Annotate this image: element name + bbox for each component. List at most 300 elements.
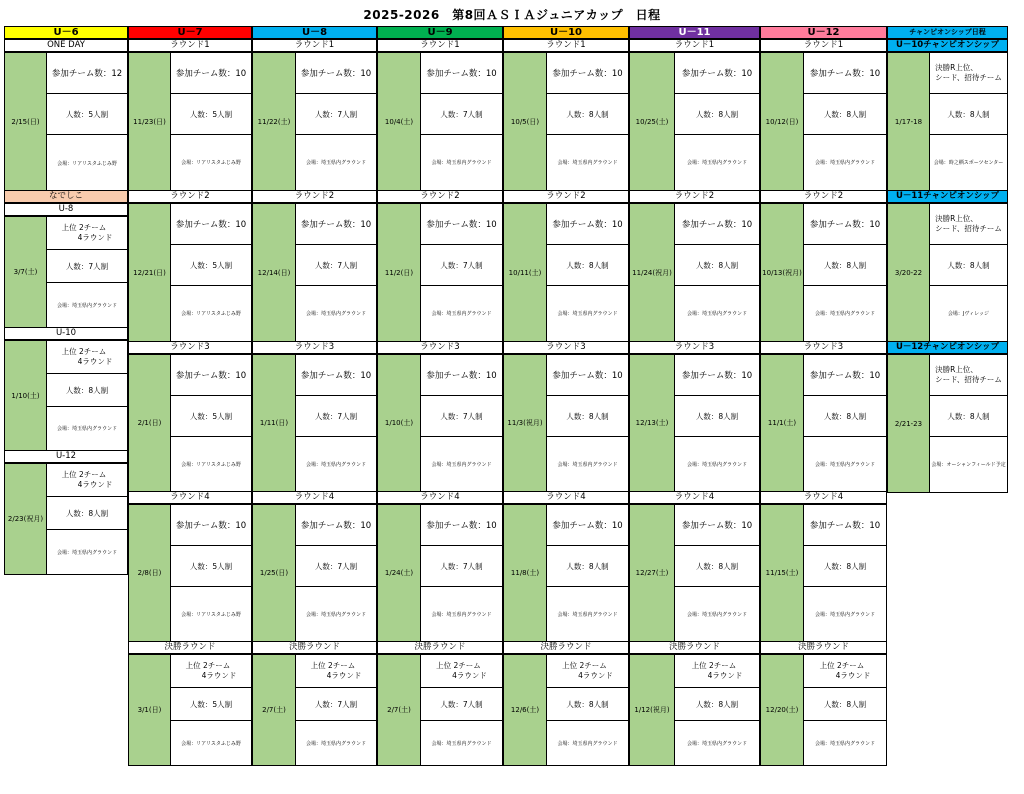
players-cell	[547, 245, 628, 286]
teams-cell	[296, 53, 376, 94]
age-header: U－10	[503, 26, 629, 39]
teams-cell	[675, 355, 759, 396]
text-lines	[186, 661, 237, 681]
line-2: 4ラウンド	[77, 480, 113, 489]
round-label: 決勝ラウンド	[629, 641, 760, 654]
line-1: 上位 2チーム	[310, 661, 356, 670]
players-cell	[47, 374, 127, 407]
players-cell	[171, 688, 251, 721]
cell-text: 参加チーム数：10	[175, 521, 247, 531]
cell-text: 参加チーム数：10	[809, 521, 881, 531]
date-cell: 2/23(祝月)	[5, 464, 47, 574]
round-block	[629, 354, 760, 492]
line-1: 決勝R上位、	[935, 214, 978, 223]
cell-text: 参加チーム数：10	[175, 69, 247, 79]
venue-cell	[421, 135, 502, 190]
date-cell: 11/8(土)	[504, 505, 547, 641]
text-lines	[562, 661, 613, 681]
cell-text: 参加チーム数：10	[426, 69, 497, 79]
line-2: シード、招待チーム	[935, 73, 1002, 82]
teams-cell	[547, 53, 628, 94]
age-header: U－12	[760, 26, 887, 39]
round-block	[760, 504, 887, 642]
round-label: ラウンド1	[629, 39, 760, 52]
cell-text: 参加チーム数：10	[175, 220, 247, 230]
venue-cell	[675, 437, 759, 491]
cell-text: 参加チーム数：10	[681, 69, 753, 79]
cell-text: 人数：5人制	[189, 260, 233, 270]
cell-text: 人数：7人制	[440, 411, 483, 421]
line-1: 決勝R上位、	[935, 365, 978, 374]
cell-text: 会場：埼玉県内グラウンド	[814, 311, 875, 317]
cell-text: 会場：埼玉県内グラウンド	[557, 311, 618, 317]
players-cell	[804, 546, 886, 587]
round-block	[760, 654, 887, 766]
round-block	[503, 354, 629, 492]
cell-text: 会場：埼玉県内グラウンド	[431, 461, 492, 468]
date-cell: 2/7(土)	[253, 655, 296, 765]
date-cell: 1/10(土)	[5, 341, 47, 450]
players-cell	[421, 396, 502, 437]
venue-cell	[171, 135, 251, 190]
players-cell	[296, 396, 376, 437]
nadeshiko-block	[4, 340, 128, 451]
round-label: 決勝ラウンド	[252, 641, 377, 654]
cell-text: 会場：埼玉県内グラウンド	[686, 461, 747, 468]
venue-cell	[47, 135, 127, 191]
venue-cell	[296, 286, 376, 341]
teams-cell	[171, 355, 251, 396]
date-cell: 1/11(日)	[253, 355, 296, 491]
round-block	[128, 504, 252, 642]
cell-text: 参加チーム数：10	[681, 371, 753, 381]
cell-text: 参加チーム数：10	[300, 371, 372, 381]
date-cell: 11/3(祝月)	[504, 355, 547, 491]
players-cell	[171, 396, 251, 437]
line-2: 4ラウンド	[77, 357, 113, 366]
round-label: 決勝ラウンド	[128, 641, 252, 654]
round-label: ラウンド4	[377, 491, 503, 504]
round-label: ラウンド3	[629, 341, 760, 354]
venue-cell	[296, 721, 376, 765]
players-cell	[296, 94, 376, 135]
venue-cell	[804, 721, 886, 765]
cell-text: 参加チーム数：10	[681, 521, 753, 531]
line-1: 上位 2チーム	[691, 661, 737, 670]
round-label: ラウンド3	[128, 341, 252, 354]
venue-cell	[296, 135, 376, 190]
players-cell	[47, 497, 127, 530]
cell-text: 会場：埼玉県内グラウンド	[557, 740, 618, 747]
line-1: 決勝R上位、	[935, 63, 978, 72]
round-label: ラウンド4	[629, 491, 760, 504]
round-label: ラウンド3	[252, 341, 377, 354]
players-cell	[296, 688, 376, 721]
cell-text: 人数：5人制	[189, 699, 233, 709]
teams-cell	[171, 505, 251, 546]
age-header: U－8	[252, 26, 377, 39]
cell-text: 人数：7人制	[314, 411, 358, 421]
round-label: ラウンド1	[128, 39, 252, 52]
cell-text: 会場：リアリスタふじみ野	[181, 311, 241, 317]
cell-text: 参加チーム数：10	[681, 220, 753, 230]
teams-cell	[547, 204, 628, 245]
cell-text: 人数：5人制	[189, 561, 233, 571]
round-block	[629, 654, 760, 766]
text-lines	[436, 661, 487, 681]
teams-cell	[547, 355, 628, 396]
date-cell: 2/21-23	[888, 355, 930, 492]
teams-cell	[421, 355, 502, 396]
line-2: 4ラウンド	[835, 671, 871, 680]
advance-cell	[47, 464, 127, 497]
venue-cell	[547, 437, 628, 491]
round-block	[252, 203, 377, 342]
line-1: 上位 2チーム	[61, 470, 107, 479]
players-cell	[675, 546, 759, 587]
cell-text: 人数：8人制	[566, 561, 609, 571]
round-block	[377, 504, 503, 642]
cell-text: 参加チーム数：10	[426, 521, 497, 531]
advance-cell	[804, 655, 886, 688]
players-cell	[675, 688, 759, 721]
cell-text: 人数：7人制	[440, 699, 483, 709]
cell-text: 会場：埼玉県内グラウンド	[431, 740, 492, 747]
players-cell	[675, 245, 759, 286]
cell-text: 会場：埼玉県内グラウンド	[305, 611, 366, 618]
venue-cell	[547, 286, 628, 341]
round-block	[252, 504, 377, 642]
date-cell: 12/14(日)	[253, 204, 296, 341]
line-2: 4ラウンド	[77, 233, 113, 242]
round-block	[252, 52, 377, 191]
cell-text: 人数：8人制	[947, 109, 990, 119]
date-cell: 1/17-18	[888, 53, 930, 190]
cell-text: 会場：埼玉県内グラウンド	[56, 426, 117, 432]
cell-text: 会場：埼玉県内グラウンド	[557, 611, 618, 618]
cell-text: 会場：埼玉県内グラウンド	[557, 160, 618, 166]
age-header: U－6	[4, 26, 128, 39]
players-cell	[171, 546, 251, 587]
date-cell: 12/6(土)	[504, 655, 547, 765]
age-header: チャンピオンシップ日程	[887, 26, 1008, 39]
round-label: ラウンド2	[760, 190, 887, 203]
cell-text: 会場：埼玉県内グラウンド	[686, 311, 747, 317]
cell-text: 人数：8人制	[823, 699, 867, 709]
championship-label: U－11チャンピオンシップ	[887, 190, 1008, 203]
nadeshiko-group-label: U-10	[4, 327, 128, 340]
cell-text: 参加チーム数：10	[552, 69, 623, 79]
text-lines	[935, 63, 1002, 83]
venue-cell	[421, 721, 502, 765]
cell-text: 参加チーム数：10	[175, 371, 247, 381]
cell-text: 人数：7人制	[65, 261, 109, 271]
venue-cell	[930, 437, 1007, 492]
round-label: ラウンド3	[503, 341, 629, 354]
text-lines	[62, 470, 113, 490]
round-block	[629, 504, 760, 642]
teams-cell	[421, 204, 502, 245]
date-cell: 12/27(土)	[630, 505, 675, 641]
date-cell: 2/7(土)	[378, 655, 421, 765]
championship-block	[887, 354, 1008, 493]
cell-text: 人数：8人制	[695, 260, 739, 270]
teams-cell	[547, 505, 628, 546]
cell-text: 人数：7人制	[440, 260, 483, 270]
round-label: 決勝ラウンド	[760, 641, 887, 654]
round-label: ラウンド1	[760, 39, 887, 52]
date-cell: 3/7(土)	[5, 217, 47, 327]
cell-text: 人数：8人制	[695, 699, 739, 709]
cell-text: 参加チーム数：10	[552, 371, 623, 381]
round-block	[377, 654, 503, 766]
players-cell	[547, 94, 628, 135]
round-block	[760, 203, 887, 342]
text-lines	[935, 214, 1002, 234]
round-block	[629, 203, 760, 342]
players-cell	[421, 546, 502, 587]
cell-text: 人数：8人制	[695, 109, 739, 119]
text-lines	[311, 661, 362, 681]
cell-text: 会場：埼玉県内グラウンド	[686, 740, 747, 747]
cell-text: 人数：5人制	[189, 411, 233, 421]
players-cell	[804, 94, 886, 135]
round-label: ラウンド2	[629, 190, 760, 203]
cell-text: 会場：埼玉県内グラウンド	[431, 611, 492, 618]
round-label: ラウンド2	[252, 190, 377, 203]
date-cell: 1/24(土)	[378, 505, 421, 641]
age-header: U－7	[128, 26, 252, 39]
round-block	[377, 354, 503, 492]
nadeshiko-group-label: U-12	[4, 450, 128, 463]
venue-cell	[804, 437, 886, 491]
date-cell: 11/23(日)	[129, 53, 171, 190]
cell-text: 参加チーム数：10	[809, 220, 881, 230]
players-cell	[296, 546, 376, 587]
cell-text: 会場：リアリスタふじみ野	[181, 611, 241, 618]
line-1: 上位 2チーム	[436, 661, 481, 670]
cell-text: 人数：8人制	[823, 561, 867, 571]
cell-text: 人数：8人制	[947, 260, 990, 270]
players-cell	[421, 245, 502, 286]
cell-text: 会場：埼玉県内グラウンド	[305, 740, 366, 747]
advance-cell	[296, 655, 376, 688]
players-cell	[421, 688, 502, 721]
line-2: 4ラウンド	[707, 671, 743, 680]
players-cell	[930, 396, 1007, 437]
cell-text: 人数：8人制	[566, 109, 609, 119]
date-cell: 3/20-22	[888, 204, 930, 341]
line-2: 4ラウンド	[201, 671, 237, 680]
round-block	[503, 203, 629, 342]
cell-text: 会場：時之栖スポーツセンター	[933, 160, 1004, 166]
date-cell: 11/24(祝月)	[630, 204, 675, 341]
venue-cell	[547, 135, 628, 190]
cell-text: 人数：5人制	[189, 109, 233, 119]
cell-text: 参加チーム数：10	[300, 220, 372, 230]
cell-text: 人数：8人制	[566, 260, 609, 270]
teams-cell	[171, 204, 251, 245]
teams-cell	[47, 53, 127, 94]
venue-cell	[547, 721, 628, 765]
cell-text: 会場：Jヴィレッジ	[947, 311, 990, 317]
text-lines	[62, 223, 113, 243]
cell-text: 会場：埼玉県内グラウンド	[305, 461, 366, 468]
cell-text: 会場：埼玉県内グラウンド	[305, 311, 366, 317]
players-cell	[47, 94, 127, 135]
cell-text: 人数：5人制	[65, 109, 109, 119]
cell-text: 会場：オーシャンフィールド予定	[931, 462, 1006, 468]
qualify-cell	[930, 204, 1007, 245]
cell-text: 人数：7人制	[314, 260, 358, 270]
teams-cell	[804, 204, 886, 245]
championship-block	[887, 52, 1008, 191]
date-cell: 10/11(土)	[504, 204, 547, 341]
round-block	[377, 203, 503, 342]
cell-text: 参加チーム数：10	[300, 69, 372, 79]
cell-text: 人数：8人制	[566, 411, 609, 421]
text-lines	[820, 661, 871, 681]
cell-text: 会場：リアリスタふじみ野	[181, 160, 241, 166]
cell-text: 会場：埼玉県内グラウンド	[557, 461, 618, 468]
line-2: シード、招待チーム	[935, 375, 1002, 384]
championship-label: U－10チャンピオンシップ	[887, 39, 1008, 52]
line-1: 上位 2チーム	[61, 223, 107, 232]
date-cell: 11/1(土)	[761, 355, 804, 491]
cell-text: 会場：埼玉県内グラウンド	[814, 740, 875, 747]
advance-cell	[47, 341, 127, 374]
round-label: ラウンド2	[377, 190, 503, 203]
age-header: U－11	[629, 26, 760, 39]
cell-text: 会場：埼玉県内グラウンド	[814, 461, 875, 468]
round-block	[252, 354, 377, 492]
round-block	[503, 52, 629, 191]
cell-text: 会場：リアリスタふじみ野	[57, 160, 117, 167]
cell-text: 会場：埼玉県内グラウンド	[56, 549, 117, 556]
cell-text: 会場：埼玉県内グラウンド	[56, 302, 117, 309]
teams-cell	[171, 53, 251, 94]
round-block	[128, 52, 252, 191]
advance-cell	[421, 655, 502, 688]
line-1: 上位 2チーム	[185, 661, 231, 670]
round-label: ラウンド4	[760, 491, 887, 504]
round-label: ラウンド3	[377, 341, 503, 354]
date-cell: 2/8(日)	[129, 505, 171, 641]
cell-text: 会場：リアリスタふじみ野	[181, 740, 241, 747]
cell-text: 人数：8人制	[695, 561, 739, 571]
cell-text: 参加チーム数：10	[426, 220, 497, 230]
cell-text: 人数：7人制	[440, 109, 483, 119]
cell-text: 人数：8人制	[823, 411, 867, 421]
round-label: 決勝ラウンド	[377, 641, 503, 654]
line-2: 4ラウンド	[326, 671, 362, 680]
date-cell: 1/10(土)	[378, 355, 421, 491]
round-label: ラウンド4	[503, 491, 629, 504]
advance-cell	[675, 655, 759, 688]
cell-text: 会場：埼玉県内グラウンド	[431, 311, 492, 317]
venue-cell	[296, 437, 376, 491]
round-label: ラウンド2	[128, 190, 252, 203]
line-2: シード、招待チーム	[935, 224, 1002, 233]
venue-cell	[547, 587, 628, 641]
cell-text: 人数：8人制	[823, 109, 867, 119]
line-1: 上位 2チーム	[61, 347, 107, 356]
venue-cell	[421, 587, 502, 641]
players-cell	[47, 250, 127, 283]
cell-text: 人数：8人制	[823, 260, 867, 270]
cell-text: 会場：埼玉県内グラウンド	[305, 160, 366, 166]
teams-cell	[675, 53, 759, 94]
cell-text: 人数：8人制	[947, 411, 990, 421]
cell-text: 人数：7人制	[440, 561, 483, 571]
round-block	[128, 654, 252, 766]
venue-cell	[675, 286, 759, 341]
date-cell: 10/5(日)	[504, 53, 547, 190]
cell-text: 会場：埼玉県内グラウンド	[686, 160, 747, 166]
players-cell	[804, 245, 886, 286]
round-block	[503, 654, 629, 766]
cell-text: 参加チーム数：12	[51, 69, 123, 79]
text-lines	[692, 661, 743, 681]
players-cell	[171, 94, 251, 135]
players-cell	[930, 94, 1007, 135]
venue-cell	[171, 286, 251, 341]
venue-cell	[675, 135, 759, 190]
line-2: 4ラウンド	[578, 671, 613, 680]
cell-text: 参加チーム数：10	[809, 371, 881, 381]
players-cell	[675, 396, 759, 437]
round-block	[760, 52, 887, 191]
date-cell: 10/4(土)	[378, 53, 421, 190]
cell-text: 会場：リアリスタふじみ野	[181, 461, 241, 468]
line-2: 4ラウンド	[452, 671, 487, 680]
cell-text: 人数：7人制	[314, 699, 358, 709]
text-lines	[62, 347, 113, 367]
venue-cell	[171, 721, 251, 765]
date-cell: 11/22(土)	[253, 53, 296, 190]
venue-cell	[47, 530, 127, 574]
cell-text: 人数：8人制	[695, 411, 739, 421]
players-cell	[675, 94, 759, 135]
venue-cell	[804, 135, 886, 190]
players-cell	[804, 688, 886, 721]
qualify-cell	[930, 53, 1007, 94]
text-lines	[935, 365, 1002, 385]
championship-label: U－12チャンピオンシップ	[887, 341, 1008, 354]
players-cell	[547, 688, 628, 721]
cell-text: 会場：埼玉県内グラウンド	[686, 611, 747, 618]
round-label: ラウンド4	[252, 491, 377, 504]
round-label: 決勝ラウンド	[503, 641, 629, 654]
venue-cell	[47, 407, 127, 450]
date-cell: 10/25(土)	[630, 53, 675, 190]
cell-text: 会場：埼玉県内グラウンド	[431, 160, 492, 166]
date-cell: 11/15(土)	[761, 505, 804, 641]
nadeshiko-block	[4, 463, 128, 575]
date-cell: 2/1(日)	[129, 355, 171, 491]
cell-text: 人数：7人制	[314, 561, 358, 571]
venue-cell	[930, 135, 1007, 190]
teams-cell	[675, 505, 759, 546]
cell-text: 会場：埼玉県内グラウンド	[814, 611, 875, 618]
nadeshiko-group-label: U-8	[4, 203, 128, 216]
line-1: 上位 2チーム	[819, 661, 865, 670]
date-cell: 12/21(日)	[129, 204, 171, 341]
date-cell: 11/2(日)	[378, 204, 421, 341]
date-cell: 1/12(祝月)	[630, 655, 675, 765]
round-block	[128, 203, 252, 342]
teams-cell	[804, 355, 886, 396]
